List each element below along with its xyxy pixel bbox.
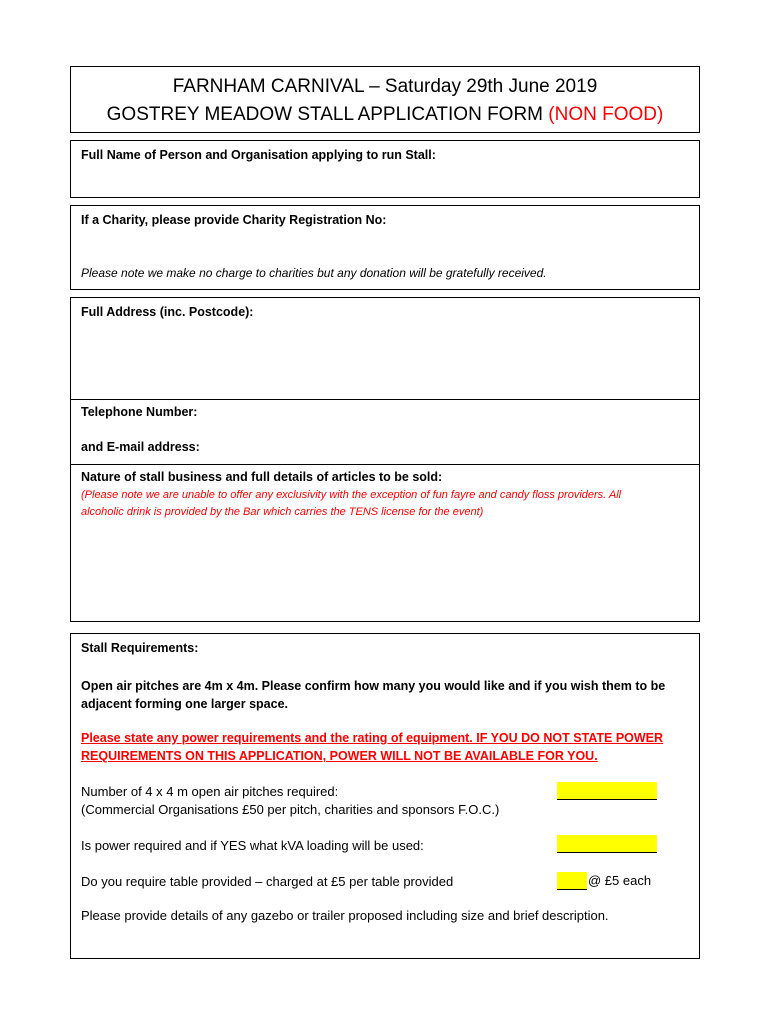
address-contact-box [70, 297, 700, 622]
charity-note: Please note we make no charge to charities but any donation will be gratefully received. [81, 266, 547, 280]
charity-field-box[interactable] [70, 205, 700, 290]
charity-field-label: If a Charity, please provide Charity Registration No: [81, 213, 387, 227]
contact-divider [71, 464, 699, 465]
stall-requirements-box [70, 633, 700, 959]
address-field-label: Full Address (inc. Postcode): [81, 305, 254, 319]
form-title-box [70, 66, 700, 133]
power-kva-input[interactable] [557, 835, 657, 853]
address-input-area[interactable] [71, 298, 699, 399]
power-question: Is power required and if YES what kVA loading will be used: [81, 838, 424, 853]
form-title-line2 [71, 101, 699, 129]
pitches-question: Number of 4 x 4 m open air pitches required: [81, 784, 339, 799]
phone-field-label: Telephone Number: [81, 405, 198, 419]
form-title-main: GOSTREY MEADOW STALL APPLICATION FORM [106, 104, 549, 125]
pitches-price: (Commercial Organisations £50 per pitch, charities and sponsors F.O.C.) [81, 802, 500, 817]
pitches-count-input[interactable] [557, 782, 657, 800]
nature-note: (Please note we are unable to offer any exclusivity with the exception of fun fayre and candy floss providers. All alcoholic drink is provided by the Bar which carries the TENS license for the event) [81, 489, 622, 518]
pitches-info: Open air pitches are 4m x 4m. Please confirm how many you would like and if you wish them to be adjacent forming one larger space. [81, 679, 666, 711]
table-price-each: @ £5 each [588, 873, 652, 888]
requirements-heading: Stall Requirements: [81, 641, 199, 655]
form-title-nonfood: (NON FOOD) [548, 104, 664, 125]
nature-field-label: Nature of stall business and full details of articles to be sold: [81, 470, 443, 484]
name-field-label: Full Name of Person and Organisation applying to run Stall: [81, 148, 436, 162]
table-count-input[interactable] [557, 872, 587, 890]
address-divider [71, 399, 699, 400]
gazebo-question: Please provide details of any gazebo or trailer proposed including size and brief description. [81, 908, 609, 923]
table-question: Do you require table provided – charged at £5 per table provided [81, 874, 454, 889]
form-title-line1: FARNHAM CARNIVAL – Saturday 29th June 2019 [172, 76, 598, 97]
power-warning: Please state any power requirements and the rating of equipment. IF YOU DO NOT STATE POWER REQUIREMENTS ON THIS APPLICATION, POWER WILL NOT BE AVAILABLE FOR YOU. [81, 731, 664, 763]
name-field-box[interactable] [70, 140, 700, 198]
email-field-label: and E-mail address: [81, 440, 200, 454]
